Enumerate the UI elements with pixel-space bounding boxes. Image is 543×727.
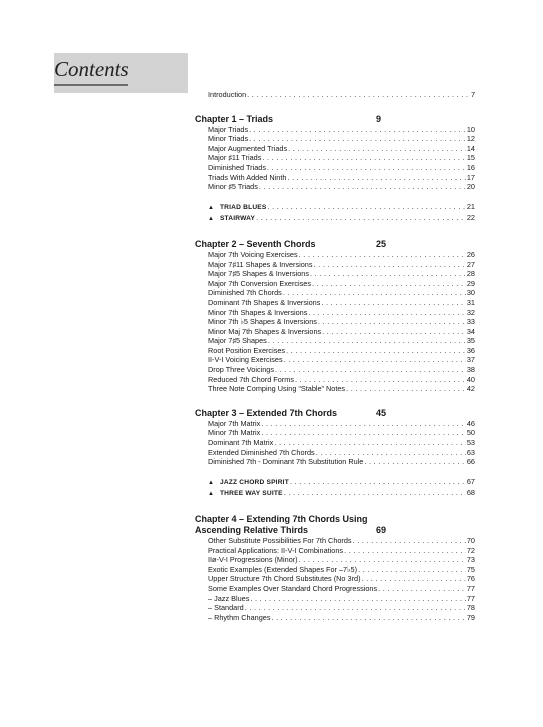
dot-leader: [256, 213, 466, 223]
toc-entry-label: Root Position Exercises: [208, 345, 286, 355]
triangle-bullet-icon: ▲: [208, 204, 214, 211]
toc-entry-label: Three Note Comping Using “Stable” Notes: [208, 384, 346, 394]
toc-entry-page: 17: [466, 172, 475, 182]
toc-entry-label: Major 7th Matrix: [208, 418, 261, 428]
chapter-title: Chapter 3 – Extended 7th Chords: [195, 407, 338, 418]
toc-entry[interactable]: [195, 260, 475, 270]
toc-entry-introduction[interactable]: [195, 90, 475, 100]
toc-entry-page: 14: [466, 143, 475, 153]
toc-entry-page: 34: [466, 326, 475, 336]
dot-leader: [267, 202, 465, 212]
toc-entry[interactable]: [195, 269, 475, 279]
toc-entry[interactable]: [195, 308, 475, 318]
toc-entry[interactable]: [195, 365, 475, 375]
toc-entry-page: 73: [466, 555, 475, 565]
toc-entry[interactable]: [195, 298, 475, 308]
toc-entry-label: Minor 7th Shapes & Inversions: [208, 307, 308, 317]
toc-entry[interactable]: [195, 163, 475, 173]
toc-entry[interactable]: [195, 375, 475, 385]
dot-leader: [322, 327, 466, 337]
toc-entry-page: 7: [470, 90, 475, 99]
toc-entry[interactable]: [195, 288, 475, 298]
toc-entry[interactable]: [195, 279, 475, 289]
toc-entry-label: IIø-V-I Progressions (Minor): [208, 555, 298, 565]
toc-entry-label: Introduction: [208, 90, 247, 99]
toc-entry-label: TRIAD BLUES: [219, 203, 267, 211]
toc-entry[interactable]: [195, 173, 475, 183]
toc-entry-page: 37: [466, 355, 475, 365]
chapter-title-row: [195, 408, 475, 419]
toc-entry[interactable]: [195, 565, 475, 575]
dot-leader: [247, 90, 470, 100]
toc-entry-page: 30: [466, 288, 475, 298]
toc-entry-label: Minor 7th ♭5 Shapes & Inversions: [208, 317, 317, 327]
dot-leader: [358, 565, 466, 575]
toc-entry-page: 50: [466, 428, 475, 438]
toc-entry-page: 78: [466, 603, 475, 613]
chapter-heading[interactable]: [195, 114, 475, 125]
toc-entry-page: 20: [466, 182, 475, 192]
dot-leader: [364, 457, 466, 467]
dot-leader: [275, 365, 466, 375]
triangle-bullet-icon: ▲: [208, 491, 214, 498]
toc-entry-label: Extended Diminished 7th Chords: [208, 447, 315, 457]
toc-entry-page: 28: [466, 269, 475, 279]
toc-entry-page: 15: [466, 153, 475, 163]
toc-entry-label: Major 7♯11 Shapes & Inversions: [208, 259, 313, 269]
toc-entry[interactable]: [195, 134, 475, 144]
toc-entry[interactable]: [195, 317, 475, 327]
toc-entry-label: Some Examples Over Standard Chord Progressions: [208, 583, 378, 593]
toc-entry-label: Major 7th Voicing Exercises: [208, 249, 298, 259]
triangle-bullet-icon: ▲: [208, 216, 214, 223]
toc-entry-label: Drop Three Voicings: [208, 365, 274, 375]
toc-entry-label: Minor Triads: [208, 134, 249, 144]
toc-entry[interactable]: [195, 594, 475, 604]
toc-entry-label: Minor Maj 7th Shapes & Inversions: [208, 326, 322, 336]
dot-leader: [362, 574, 466, 584]
toc-entry[interactable]: [195, 613, 475, 623]
toc-entry-page: 68: [466, 488, 475, 498]
toc-entry-page: 70: [466, 536, 475, 545]
dot-leader: [344, 546, 466, 556]
chapter-title: Chapter 2 – Seventh Chords: [195, 238, 316, 249]
toc-entry-label: Major 7th Conversion Exercises: [208, 278, 312, 288]
toc-entry-page: 46: [466, 418, 475, 428]
dot-leader: [249, 134, 466, 144]
toc-entry-page: 66: [466, 457, 475, 467]
dot-leader: [284, 488, 466, 498]
toc-entry-page: 75: [466, 564, 475, 574]
dot-leader: [267, 163, 466, 173]
toc-entry[interactable]: [195, 546, 475, 556]
toc-entry-page: 42: [466, 384, 475, 394]
dot-leader: [299, 555, 466, 565]
triangle-bullet-icon: ▲: [208, 479, 214, 486]
toc-entry[interactable]: [195, 336, 475, 346]
toc-entry-label: Diminished 7th Chords: [208, 288, 282, 298]
dot-leader: [318, 317, 466, 327]
toc-entry-page: 79: [466, 612, 475, 622]
toc-entry[interactable]: [195, 438, 475, 448]
chapter-heading[interactable]: [195, 239, 475, 250]
chapter-title-row: [195, 239, 475, 250]
toc-entry[interactable]: [195, 574, 475, 584]
toc-entry-label: Upper Structure 7th Chord Substitutes (No 3rd): [208, 574, 361, 584]
dot-leader: [353, 536, 466, 546]
chapter-page: 45: [376, 407, 387, 418]
toc-entry-label: – Jazz Blues: [208, 593, 250, 603]
dot-leader: [316, 448, 466, 458]
toc-entry-label: Major 7♯5 Shapes: [208, 336, 267, 346]
toc-entry-label: Exotic Examples (Extended Shapes For –7♭5): [208, 564, 358, 574]
toc-entry[interactable]: [195, 250, 475, 260]
dot-leader: [259, 182, 466, 192]
chapter-title-line2: Ascending Relative Thirds: [195, 525, 309, 535]
toc-entry-label: Major Augmented Triads: [208, 143, 288, 153]
dot-leader: [295, 375, 466, 385]
toc-entry-page: 38: [466, 365, 475, 375]
toc-entry[interactable]: [195, 327, 475, 337]
dot-leader: [274, 438, 466, 448]
section-gap: [195, 467, 475, 477]
toc-entry-label: Diminished 7th - Dominant 7th Substitution Rule: [208, 457, 364, 467]
dot-leader: [310, 269, 466, 279]
toc-entry-page: 31: [466, 297, 475, 307]
dot-leader: [262, 153, 465, 163]
toc-entry-page: 77: [466, 583, 475, 593]
dot-leader: [287, 173, 465, 183]
toc-entry-page: 35: [466, 336, 475, 346]
dot-leader: [271, 613, 465, 623]
toc-entry-page: 27: [466, 259, 475, 269]
toc-tune-entry[interactable]: [195, 477, 475, 489]
toc-entry-page: 22: [466, 213, 475, 223]
toc-entry-page: 63: [466, 447, 475, 457]
dot-leader: [283, 288, 466, 298]
contents-header: [54, 53, 188, 93]
toc-entry[interactable]: [195, 355, 475, 365]
dot-leader: [250, 594, 466, 604]
toc-entry-label: JAZZ CHORD SPIRIT: [219, 478, 289, 486]
dot-leader: [249, 125, 466, 135]
toc-entry-label: Major Triads: [208, 124, 249, 134]
toc-entry-page: 76: [466, 574, 475, 584]
toc-entry-label: Diminished Triads: [208, 162, 266, 172]
chapter-page: 69: [376, 525, 387, 535]
chapter-title-row: [195, 525, 475, 536]
toc-entry[interactable]: [195, 555, 475, 565]
toc-entry-label: Minor ♯5 Triads: [208, 182, 258, 192]
chapter-page: 9: [376, 113, 382, 124]
toc-entry[interactable]: [195, 384, 475, 394]
toc-entry-page: 33: [466, 317, 475, 327]
toc-entry-page: 26: [466, 249, 475, 259]
title-underline: [54, 84, 128, 86]
toc-entry-label: Triads With Added Ninth: [208, 172, 287, 182]
chapter-title: Chapter 1 – Triads: [195, 113, 274, 124]
chapter-title: Chapter 4 – Extending 7th Chords Using: [195, 514, 368, 524]
toc-tune-entry[interactable]: [195, 202, 475, 214]
dot-leader: [268, 336, 466, 346]
toc-entry[interactable]: [195, 536, 475, 546]
section-gap: [195, 192, 475, 202]
toc-entry[interactable]: [195, 457, 475, 467]
dot-leader: [312, 279, 466, 289]
toc-entry-label: Minor 7th Matrix: [208, 428, 261, 438]
dot-leader: [261, 428, 466, 438]
page-title: Contents: [54, 57, 129, 81]
dot-leader: [321, 298, 466, 308]
toc-entry[interactable]: [195, 428, 475, 438]
toc-entry-label: Major ♯11 Triads: [208, 153, 262, 163]
toc-entry-label: Major 7♯5 Shapes & Inversions: [208, 269, 309, 279]
dot-leader: [378, 584, 466, 594]
dot-leader: [346, 384, 466, 394]
table-of-contents: [195, 88, 475, 622]
toc-entry[interactable]: [195, 153, 475, 163]
toc-entry-label: Reduced 7th Chord Forms: [208, 374, 294, 384]
toc-entry-label: Dominant 7th Shapes & Inversions: [208, 297, 321, 307]
toc-entry-page: 53: [466, 438, 475, 448]
dot-leader: [308, 308, 466, 318]
toc-entry-label: – Standard: [208, 603, 244, 613]
toc-entry[interactable]: [195, 448, 475, 458]
toc-entry-page: 77: [466, 593, 475, 603]
dot-leader: [290, 477, 466, 487]
toc-entry-label: Dominant 7th Matrix: [208, 438, 274, 448]
chapter-title-row: [195, 114, 475, 125]
toc-entry-page: 16: [466, 162, 475, 172]
toc-entry-label: Practical Applications: II-V-I Combinations: [208, 545, 344, 555]
toc-entry-page: 40: [466, 374, 475, 384]
toc-entry-page: 67: [466, 476, 475, 486]
toc-entry-page: 21: [466, 201, 475, 211]
toc-entry-page: 32: [466, 307, 475, 317]
dot-leader: [286, 346, 466, 356]
toc-entry-page: 10: [466, 124, 475, 134]
toc-tune-entry[interactable]: [195, 213, 475, 225]
chapter-heading[interactable]: [195, 514, 475, 536]
toc-entry[interactable]: [195, 346, 475, 356]
chapter-page: 25: [376, 238, 387, 249]
toc-entry-label: Other Substitute Possibilities For 7th Chords: [208, 536, 352, 545]
toc-entry-label: – Rhythm Changes: [208, 612, 271, 622]
dot-leader: [284, 355, 466, 365]
toc-entry[interactable]: [195, 419, 475, 429]
toc-tune-entry[interactable]: [195, 488, 475, 500]
dot-leader: [245, 603, 466, 613]
dot-leader: [314, 260, 466, 270]
toc-entry-label: STAIRWAY: [219, 215, 256, 223]
toc-entry-page: 29: [466, 278, 475, 288]
toc-entry-page: 72: [466, 545, 475, 555]
dot-leader: [288, 144, 466, 154]
toc-entry[interactable]: [195, 584, 475, 594]
chapter-title-row: [195, 514, 475, 525]
toc-entry[interactable]: [195, 182, 475, 192]
dot-leader: [299, 250, 466, 260]
toc-entry-label: II-V-I Voicing Exercises: [208, 355, 283, 365]
toc-entry[interactable]: [195, 144, 475, 154]
toc-entry-page: 36: [466, 345, 475, 355]
toc-entry-page: 12: [466, 134, 475, 144]
chapter-heading[interactable]: [195, 408, 475, 419]
toc-entry-label: THREE WAY SUITE: [219, 490, 283, 498]
toc-entry[interactable]: [195, 125, 475, 135]
dot-leader: [261, 419, 466, 429]
toc-entry[interactable]: [195, 603, 475, 613]
